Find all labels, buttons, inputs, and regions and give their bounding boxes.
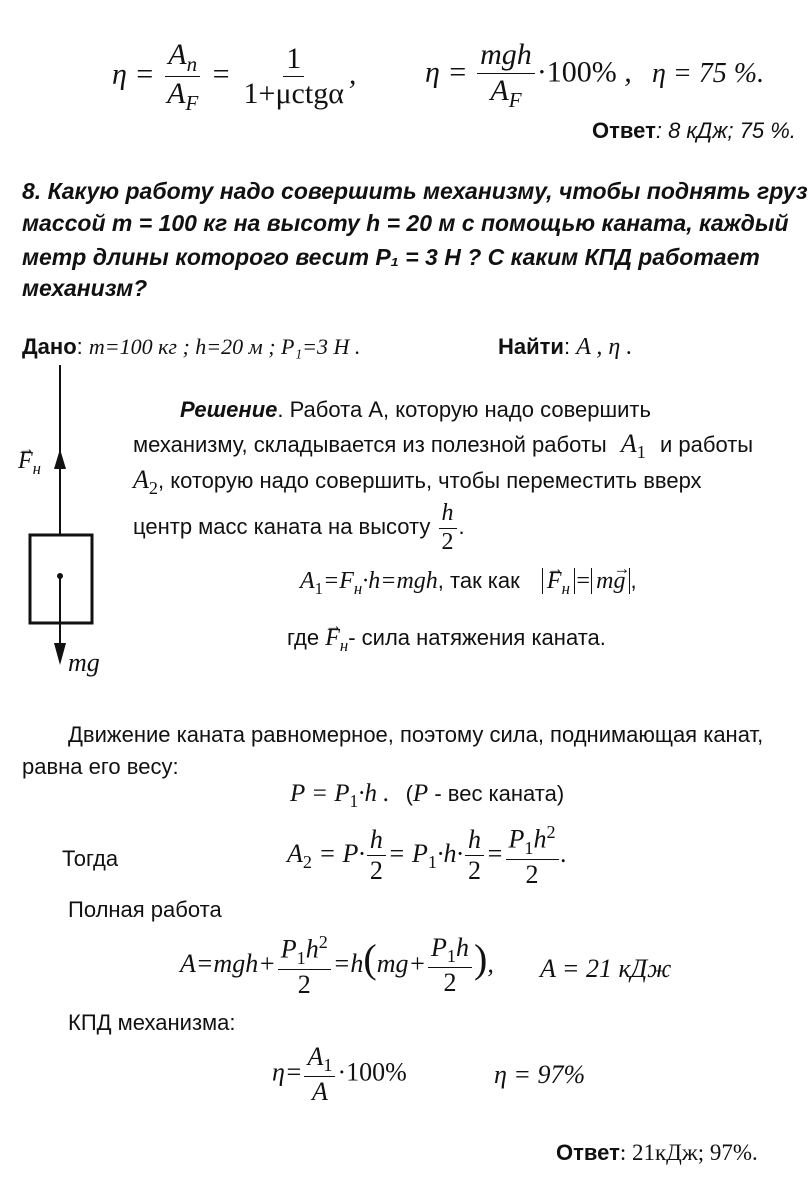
tension-definition: где → $F_н-$ сила натяжения каната. — [287, 625, 606, 656]
find: Найти: A , η . — [498, 334, 633, 360]
gravity-force-label: mg — [68, 648, 100, 677]
problem-line-3: метр длины которого весит P₁ = 3 Н ? С каким КПД работает — [22, 244, 760, 270]
work-a1-equation: $A_1=F_н\cdot h=mgh$, так как → $F_н = m\to g$ , — [300, 568, 637, 599]
problem-line-1: 8. Какую работу надо совершить механизму, чтобы поднять груз — [22, 178, 808, 204]
solution-line-3: $A_2$, которую надо совершить, чтобы переместить вверх — [133, 465, 702, 499]
kpd-value: η = 97% — [494, 1060, 586, 1089]
efficiency-formula-2: η = $\frac{\text{mgh}}{A_F}$ ·100% , — [425, 38, 632, 112]
tension-force-label: → $F_н$ — [18, 448, 41, 479]
force-diagram — [10, 365, 120, 685]
solution-line-4: центр масс каната на высоту $\frac{h}{2}$ . — [133, 500, 465, 555]
motion-line-1: Движение каната равномерное, поэтому сила, поднимающая канат, — [68, 722, 764, 747]
solution-line-1: Решение. Работа A, которую надо совершить — [180, 397, 651, 422]
full-work-label: Полная работа — [68, 897, 222, 922]
efficiency-formula-1: η = $\frac{A_n}{A_F}$ = $\frac{1}{\text{1+μctgα}}$ , — [112, 38, 357, 116]
tension-arrow-head — [54, 449, 66, 469]
final-answer: Ответ: 21кДж; 97%. — [556, 1140, 758, 1165]
full-work-equation: A=mgh+ $\frac{P_1h^2}{2}$ =h(mg+ $\frac{P_1h}{2}$ ), — [180, 932, 494, 999]
problem-line-2: массой m = 100 кг на высоту h = 20 м с помощью каната, каждый — [22, 210, 789, 236]
solution-line-2: механизму, складывается из полезной работы $A_1$ и работы — [133, 429, 754, 463]
problem-line-4: механизм? — [22, 275, 148, 301]
rope-weight-equation: $P = P_1\cdot h$ . (P - вес каната) — [290, 780, 565, 811]
top-answer: Ответ: 8 кДж; 75 %. — [592, 118, 796, 143]
given: Дано: m=100 кг ; h=20 м ; P₁=3 Н . — [22, 334, 361, 359]
kpd-label: КПД механизма: — [68, 1010, 236, 1035]
gravity-arrow-head — [54, 643, 66, 665]
motion-line-2: равна его весу: — [22, 754, 179, 779]
kpd-equation: η= $\frac{A_1}{A}$ ·100% — [272, 1042, 407, 1107]
work-a2-equation: $A_2 = P\cdot$ $\frac{h}{2}$ = $P_1\cdot h\cdot$ $\frac{h}{2}$ = $\frac{P_1h^2}{2}$ . — [287, 822, 568, 889]
then-label: Тогда — [62, 846, 119, 871]
efficiency-value: η = 75 %. — [652, 58, 765, 89]
full-work-value: A = 21 кДж — [540, 954, 672, 983]
